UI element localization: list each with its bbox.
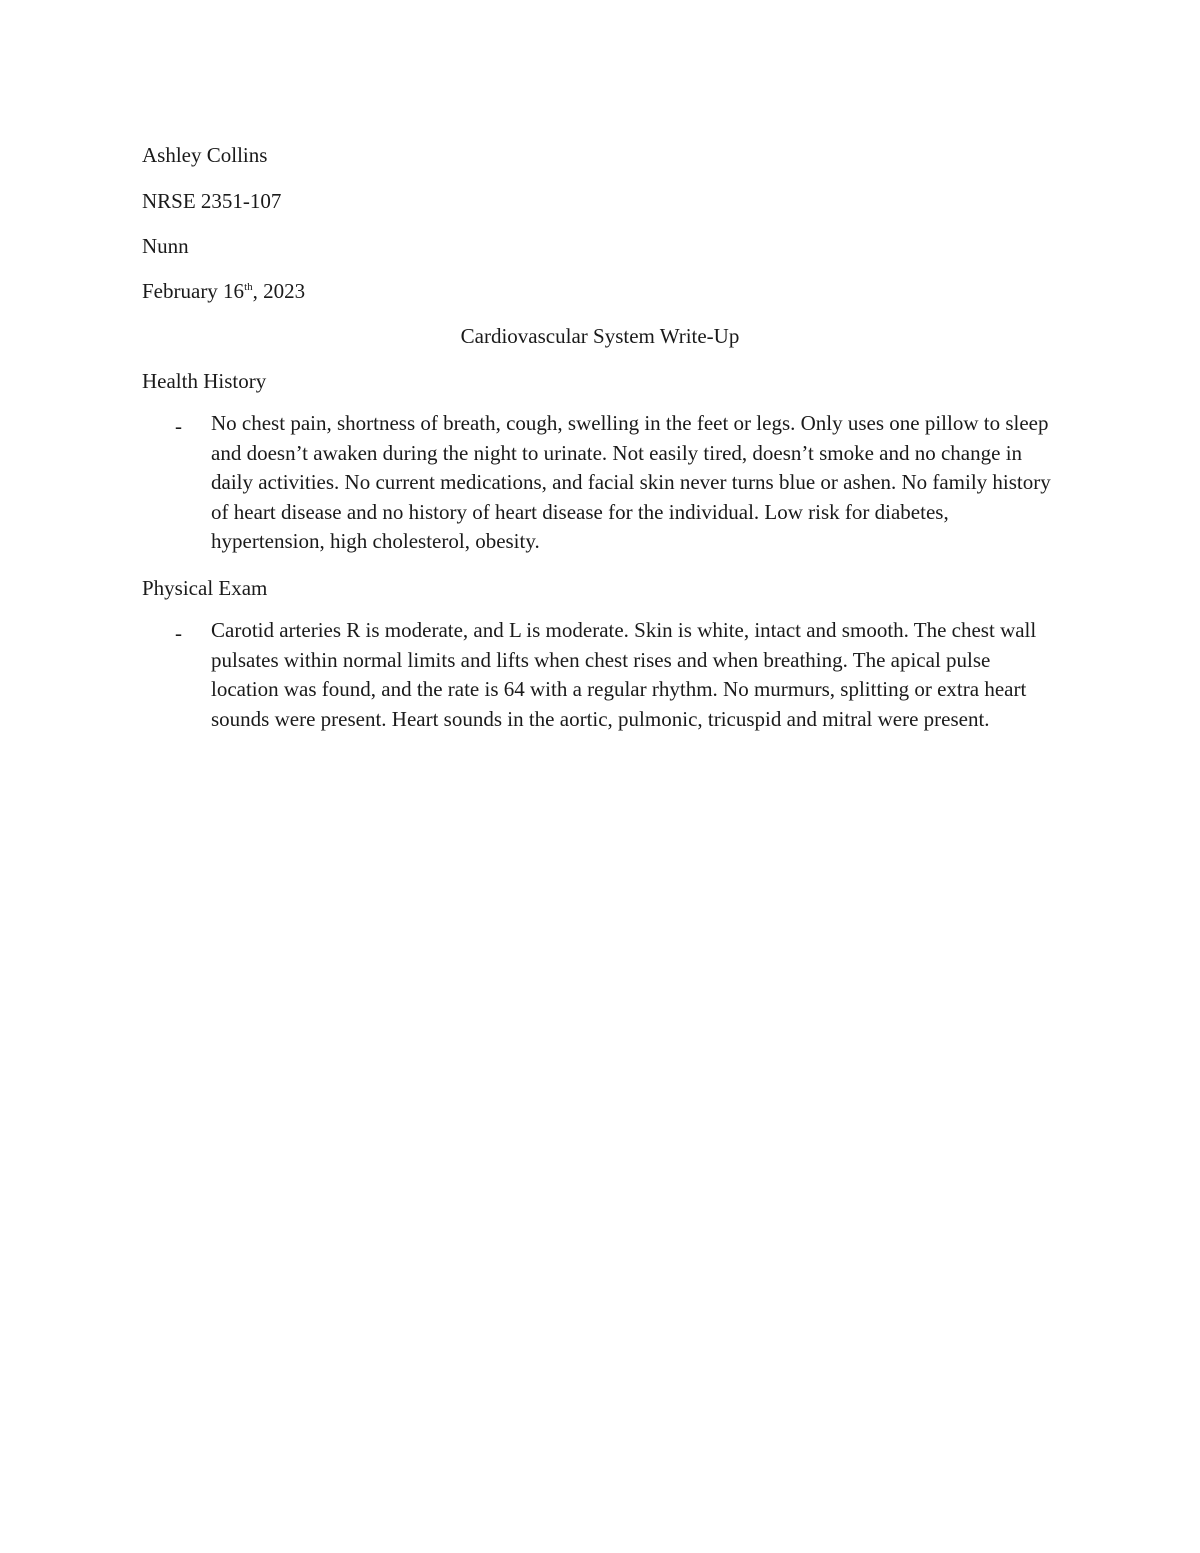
health-history-paragraph: No chest pain, shortness of breath, cough, swelling in the feet or legs. Only uses one pillow to sleep and doesn’t awaken during the night to urinate. Not easily tired, doesn’t smoke and no change in daily activities. No current medications, and facial skin never turns blue or ashen. No family history of heart disease and no history of heart disease for the individual. Low risk for diabetes, hypertension, high cholesterol, obesity. xyxy=(211,411,1051,553)
section-heading-physical-exam: Physical Exam xyxy=(142,576,268,600)
instructor-name: Nunn xyxy=(142,234,189,258)
document-title: Cardiovascular System Write-Up xyxy=(460,324,740,348)
physical-exam-paragraph: Carotid arteries R is moderate, and L is moderate. Skin is white, intact and smooth. The chest wall pulsates within normal limits and lifts when chest rises and when breathing. The apical pulse location was found, and the rate is 64 with a regular rhythm. No murmurs, splitting or extra heart sounds were present. Heart sounds in the aortic, pulmonic, tricuspid and mitral were present. xyxy=(211,618,1037,731)
author-name: Ashley Collins xyxy=(142,143,268,167)
document-date xyxy=(142,281,305,302)
bullet-marker: - xyxy=(175,621,182,645)
section-heading-health-history: Health History xyxy=(142,369,267,393)
date-year: , 2023 xyxy=(252,279,306,303)
date-ordinal-suffix: th xyxy=(244,281,253,293)
course-code: NRSE 2351-107 xyxy=(142,189,282,213)
date-month-day: February 16 xyxy=(142,279,245,303)
bullet-marker: - xyxy=(175,414,182,438)
